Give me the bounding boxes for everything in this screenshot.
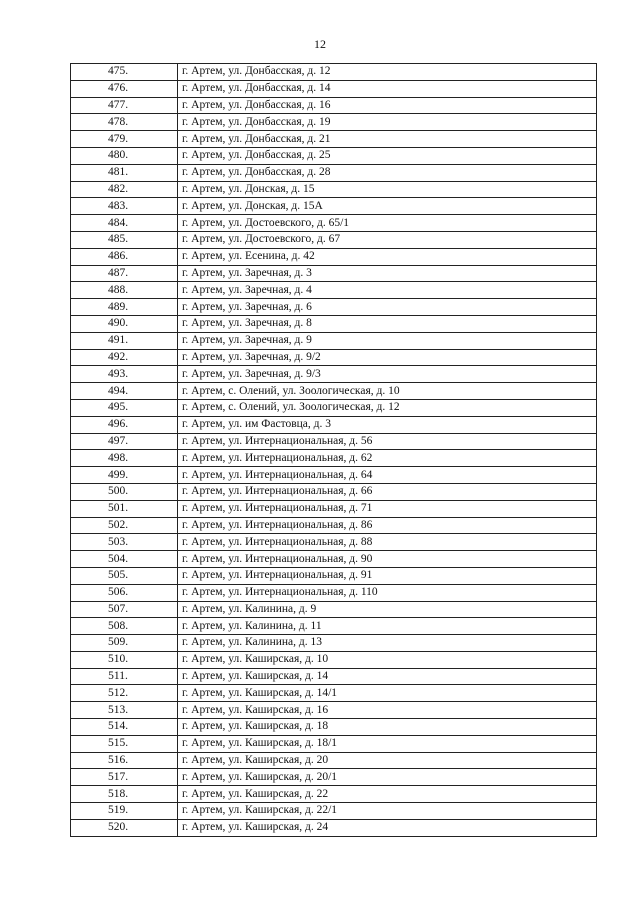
row-address: г. Артем, ул. Интернациональная, д. 88 [178, 534, 597, 551]
row-number: 483. [71, 198, 178, 215]
row-number: 489. [71, 299, 178, 316]
table-row [71, 80, 597, 97]
row-number: 490. [71, 315, 178, 332]
table-row [71, 803, 597, 820]
row-address: г. Артем, ул. Достоевского, д. 65/1 [178, 215, 597, 232]
row-number: 487. [71, 265, 178, 282]
row-address: г. Артем, ул. Каширская, д. 10 [178, 651, 597, 668]
table-row [71, 315, 597, 332]
row-number: 506. [71, 584, 178, 601]
table-row [71, 366, 597, 383]
row-address: г. Артем, ул. Каширская, д. 18/1 [178, 735, 597, 752]
row-number: 488. [71, 282, 178, 299]
row-address: г. Артем, с. Олений, ул. Зоологическая, д. 10 [178, 383, 597, 400]
table-row [71, 97, 597, 114]
row-number: 509. [71, 635, 178, 652]
table-row [71, 769, 597, 786]
table-row [71, 786, 597, 803]
row-address: г. Артем, ул. Есенина, д. 42 [178, 248, 597, 265]
table-row [71, 668, 597, 685]
row-address: г. Артем, ул. Каширская, д. 14/1 [178, 685, 597, 702]
table-row [71, 198, 597, 215]
row-address: г. Артем, ул. Донбасская, д. 12 [178, 64, 597, 81]
row-address: г. Артем, ул. Каширская, д. 14 [178, 668, 597, 685]
table-row [71, 635, 597, 652]
row-address: г. Артем, ул. Интернациональная, д. 64 [178, 467, 597, 484]
row-number: 501. [71, 500, 178, 517]
table-row [71, 651, 597, 668]
table-row [71, 584, 597, 601]
row-number: 507. [71, 601, 178, 618]
row-number: 508. [71, 618, 178, 635]
row-address: г. Артем, ул. Донская, д. 15 [178, 181, 597, 198]
row-address: г. Артем, ул. Каширская, д. 18 [178, 719, 597, 736]
table-row [71, 231, 597, 248]
row-number: 491. [71, 332, 178, 349]
table-row [71, 399, 597, 416]
row-number: 502. [71, 517, 178, 534]
row-number: 504. [71, 551, 178, 568]
row-address: г. Артем, ул. Заречная, д. 8 [178, 315, 597, 332]
table-row [71, 618, 597, 635]
table-row [71, 332, 597, 349]
table-row [71, 265, 597, 282]
table-row [71, 383, 597, 400]
row-number: 517. [71, 769, 178, 786]
row-number: 482. [71, 181, 178, 198]
row-number: 505. [71, 567, 178, 584]
address-table-body [71, 64, 597, 837]
table-row [71, 248, 597, 265]
table-row [71, 114, 597, 131]
row-number: 513. [71, 702, 178, 719]
table-row [71, 416, 597, 433]
row-number: 495. [71, 399, 178, 416]
row-number: 499. [71, 467, 178, 484]
row-number: 481. [71, 164, 178, 181]
table-row [71, 551, 597, 568]
table-row [71, 64, 597, 81]
row-address: г. Артем, ул. Донбасская, д. 16 [178, 97, 597, 114]
row-address: г. Артем, ул. Каширская, д. 22 [178, 786, 597, 803]
table-row [71, 685, 597, 702]
row-number: 492. [71, 349, 178, 366]
table-row [71, 719, 597, 736]
table-row [71, 534, 597, 551]
row-number: 477. [71, 97, 178, 114]
table-row [71, 483, 597, 500]
row-address: г. Артем, ул. Интернациональная, д. 71 [178, 500, 597, 517]
table-row [71, 181, 597, 198]
row-address: г. Артем, ул. Заречная, д. 4 [178, 282, 597, 299]
row-address: г. Артем, ул. Каширская, д. 24 [178, 819, 597, 836]
row-address: г. Артем, ул. Заречная, д. 9 [178, 332, 597, 349]
row-number: 493. [71, 366, 178, 383]
row-number: 485. [71, 231, 178, 248]
row-number: 476. [71, 80, 178, 97]
row-address: г. Артем, ул. Интернациональная, д. 91 [178, 567, 597, 584]
table-row [71, 450, 597, 467]
table-row [71, 517, 597, 534]
row-address: г. Артем, ул. Донбасская, д. 25 [178, 147, 597, 164]
row-address: г. Артем, ул. Заречная, д. 9/3 [178, 366, 597, 383]
table-row [71, 467, 597, 484]
row-number: 514. [71, 719, 178, 736]
row-address: г. Артем, ул. Донбасская, д. 21 [178, 131, 597, 148]
row-number: 497. [71, 433, 178, 450]
table-row [71, 215, 597, 232]
table-row [71, 601, 597, 618]
table-row [71, 819, 597, 836]
row-address: г. Артем, ул. Заречная, д. 6 [178, 299, 597, 316]
row-address: г. Артем, ул. Калинина, д. 13 [178, 635, 597, 652]
row-address: г. Артем, ул. Донбасская, д. 19 [178, 114, 597, 131]
table-row [71, 567, 597, 584]
row-address: г. Артем, ул. Каширская, д. 20/1 [178, 769, 597, 786]
row-number: 478. [71, 114, 178, 131]
table-row [71, 735, 597, 752]
row-address: г. Артем, ул. Интернациональная, д. 90 [178, 551, 597, 568]
row-number: 511. [71, 668, 178, 685]
row-address: г. Артем, ул. Каширская, д. 16 [178, 702, 597, 719]
row-address: г. Артем, ул. Заречная, д. 9/2 [178, 349, 597, 366]
row-number: 484. [71, 215, 178, 232]
row-number: 520. [71, 819, 178, 836]
address-table [70, 63, 597, 837]
row-address: г. Артем, ул. Интернациональная, д. 56 [178, 433, 597, 450]
row-address: г. Артем, ул. Интернациональная, д. 66 [178, 483, 597, 500]
row-number: 479. [71, 131, 178, 148]
row-address: г. Артем, ул. Калинина, д. 11 [178, 618, 597, 635]
row-address: г. Артем, ул. Каширская, д. 22/1 [178, 803, 597, 820]
row-number: 518. [71, 786, 178, 803]
row-address: г. Артем, ул. Заречная, д. 3 [178, 265, 597, 282]
row-address: г. Артем, ул. Донбасская, д. 14 [178, 80, 597, 97]
table-row [71, 147, 597, 164]
table-row [71, 349, 597, 366]
row-number: 516. [71, 752, 178, 769]
row-number: 494. [71, 383, 178, 400]
row-address: г. Артем, ул. им Фастовца, д. 3 [178, 416, 597, 433]
table-row [71, 752, 597, 769]
table-row [71, 500, 597, 517]
row-address: г. Артем, ул. Интернациональная, д. 62 [178, 450, 597, 467]
row-address: г. Артем, ул. Калинина, д. 9 [178, 601, 597, 618]
table-row [71, 164, 597, 181]
table-row [71, 702, 597, 719]
row-number: 503. [71, 534, 178, 551]
row-number: 510. [71, 651, 178, 668]
row-address: г. Артем, ул. Каширская, д. 20 [178, 752, 597, 769]
page-number: 12 [314, 37, 326, 51]
row-address: г. Артем, ул. Интернациональная, д. 110 [178, 584, 597, 601]
row-number: 519. [71, 803, 178, 820]
row-address: г. Артем, ул. Достоевского, д. 67 [178, 231, 597, 248]
row-address: г. Артем, ул. Донбасская, д. 28 [178, 164, 597, 181]
row-number: 496. [71, 416, 178, 433]
row-number: 475. [71, 64, 178, 81]
row-number: 500. [71, 483, 178, 500]
row-number: 512. [71, 685, 178, 702]
row-number: 515. [71, 735, 178, 752]
table-row [71, 282, 597, 299]
row-number: 486. [71, 248, 178, 265]
table-row [71, 131, 597, 148]
row-address: г. Артем, ул. Интернациональная, д. 86 [178, 517, 597, 534]
row-address: г. Артем, с. Олений, ул. Зоологическая, д. 12 [178, 399, 597, 416]
table-row [71, 433, 597, 450]
table-row [71, 299, 597, 316]
row-number: 480. [71, 147, 178, 164]
row-number: 498. [71, 450, 178, 467]
row-address: г. Артем, ул. Донская, д. 15А [178, 198, 597, 215]
